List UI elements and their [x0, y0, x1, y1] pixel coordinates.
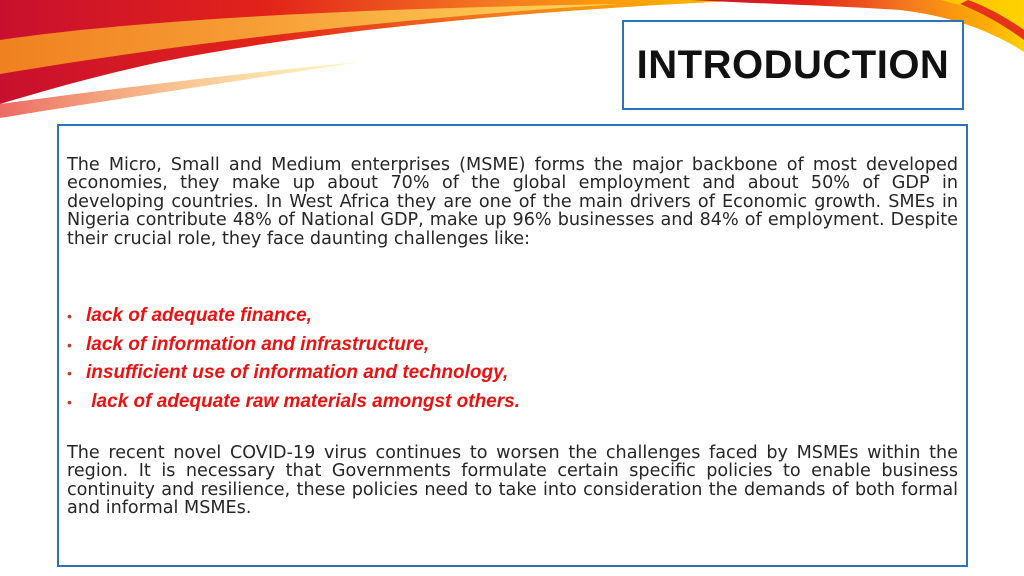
bullet-dot-icon: • [67, 308, 72, 325]
list-item [67, 331, 958, 360]
content-box [57, 124, 968, 567]
challenge-text: lack of adequate raw materials amongst others. [86, 391, 520, 413]
bullet-dot-icon: • [67, 394, 72, 411]
bullet-dot-icon: • [67, 365, 72, 382]
list-item [67, 388, 958, 417]
title-box [622, 20, 964, 110]
challenge-text: lack of information and infrastructure, [86, 333, 430, 355]
challenge-text: insufficient use of information and technology, [86, 362, 509, 384]
closing-paragraph: The recent novel COVID-19 virus continues to worsen the challenges faced by MSMEs within the region. It is necessary that Governments formulate certain specific policies to enable business continuity and resilience, these policies need to take into consideration the demands of both formal and informal MSMEs. [67, 443, 958, 519]
slide-title: INTRODUCTION [636, 42, 950, 87]
bullet-dot-icon: • [67, 336, 72, 353]
challenges-list [67, 302, 958, 416]
list-item [67, 359, 958, 388]
intro-paragraph: The Micro, Small and Medium enterprises (MSME) forms the major backbone of most developed economies, they make up about 70% of the global employment and about 50% of GDP in developing countries. In West Africa they are one of the main drivers of Economic growth. SMEs in Nigeria contribute 48% of National GDP, make up 96% businesses and 84% of employment. Despite their crucial role, they face daunting challenges like: [67, 155, 958, 249]
challenge-text: lack of adequate finance, [86, 305, 312, 327]
list-item [67, 302, 958, 331]
